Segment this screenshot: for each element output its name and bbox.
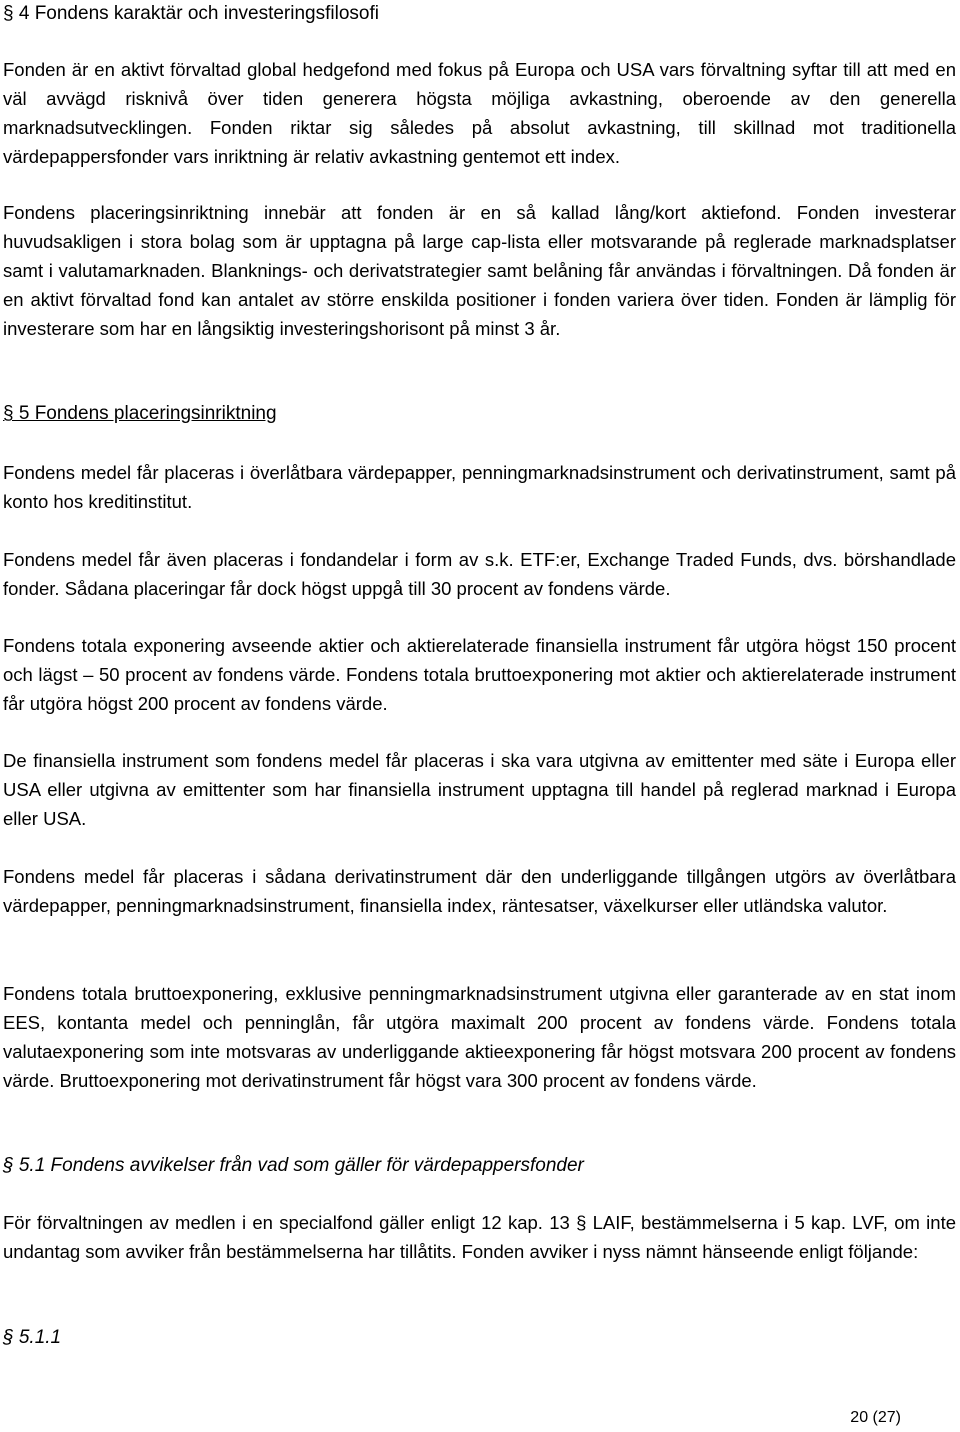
section-5-paragraph-2 [3, 545, 956, 603]
paragraph: Fondens totala bruttoexponering, exklusive penningmarknadsinstrument utgivna eller garanterade av en stat inom EES, kontanta medel och penninglån, får utgöra maximalt 200 procent av fondens värde. Fondens totala valutaexponering som inte motsvaras av underliggande aktieexponering får högst motsvara 200 procent av fondens värde. Bruttoexponering mot derivatinstrument får högst vara 300 procent av fondens värde. [3, 983, 956, 1091]
section-5 [3, 400, 956, 428]
section-4-heading: § 4 Fondens karaktär och investeringsfilosofi [3, 3, 379, 24]
section-4 [3, 0, 956, 28]
paragraph: Fondens placeringsinriktning innebär att fonden är en så kallad lång/kort aktiefond. Fonden investerar huvudsakligen i stora bolag som är upptagna på large cap-lista eller motsvarande på reglerade marknadsplatser samt i valutamarknaden. Blanknings- och derivatstrategier samt belåning får användas i förvaltningen. Då fonden är en aktivt förvaltad fond kan antalet av större enskilda positioner i fonden variera över tiden. Fonden är lämplig för investerare som har en långsiktig investeringshorisont på minst 3 år. [3, 202, 956, 339]
section-5-paragraph-6 [3, 979, 956, 1095]
paragraph: För förvaltningen av medlen i en specialfond gäller enligt 12 kap. 13 § LAIF, bestämmelserna i 5 kap. LVF, om inte undantag som avviker från bestämmelserna har tillåtits. Fonden avviker i nyss nämnt hänseende enligt följande: [3, 1212, 956, 1262]
section-5-paragraph-3 [3, 631, 956, 718]
paragraph: Fondens medel får placeras i sådana derivatinstrument där den underliggande tillgången utgörs av överlåtbara värdepapper, penningmarknadsinstrument, finansiella index, räntesatser, växelkurser eller utländska valutor. [3, 866, 956, 916]
page-number: 20 (27) [850, 1409, 901, 1426]
paragraph: Fonden är en aktivt förvaltad global hedgefond med fokus på Europa och USA vars förvaltning syftar till att med en väl avvägd risknivå över tiden generera högsta möjliga avkastning, oberoende av den generella marknadsutvecklingen. Fonden riktar sig således på absolut avkastning, till skillnad mot traditionella värdepappersfonder vars inriktning är relativ avkastning gentemot ett index. [3, 59, 956, 167]
section-5-paragraph-4 [3, 746, 956, 833]
paragraph: Fondens totala exponering avseende aktier och aktierelaterade finansiella instrument får utgöra högst 150 procent och lägst – 50 procent av fondens värde. Fondens totala bruttoexponering mot aktier och aktierelaterade instrument får utgöra högst 200 procent av fondens värde. [3, 635, 956, 714]
section-5-1-1 [3, 1324, 956, 1352]
section-5-1-paragraph-1 [3, 1208, 956, 1266]
section-4-paragraph-1 [3, 55, 956, 171]
paragraph: Fondens medel får placeras i överlåtbara värdepapper, penningmarknadsinstrument och derivatinstrument, samt på konto hos kreditinstitut. [3, 462, 956, 512]
paragraph: Fondens medel får även placeras i fondandelar i form av s.k. ETF:er, Exchange Traded Funds, dvs. börshandlade fonder. Sådana placeringar får dock högst uppgå till 30 procent av fondens värde. [3, 549, 956, 599]
section-5-1-heading: § 5.1 Fondens avvikelser från vad som gäller för värdepappersfonder [3, 1155, 584, 1176]
section-5-paragraph-1 [3, 458, 956, 516]
section-5-paragraph-5 [3, 862, 956, 920]
section-5-1 [3, 1152, 956, 1180]
paragraph: De finansiella instrument som fondens medel får placeras i ska vara utgivna av emittenter med säte i Europa eller USA eller utgivna av emittenter som har finansiella instrument upptagna till handel på reglerad marknad i Europa eller USA. [3, 750, 956, 829]
section-5-1-1-heading: § 5.1.1 [3, 1327, 62, 1348]
section-4-paragraph-2 [3, 198, 956, 343]
section-5-heading: § 5 Fondens placeringsinriktning [3, 403, 277, 424]
